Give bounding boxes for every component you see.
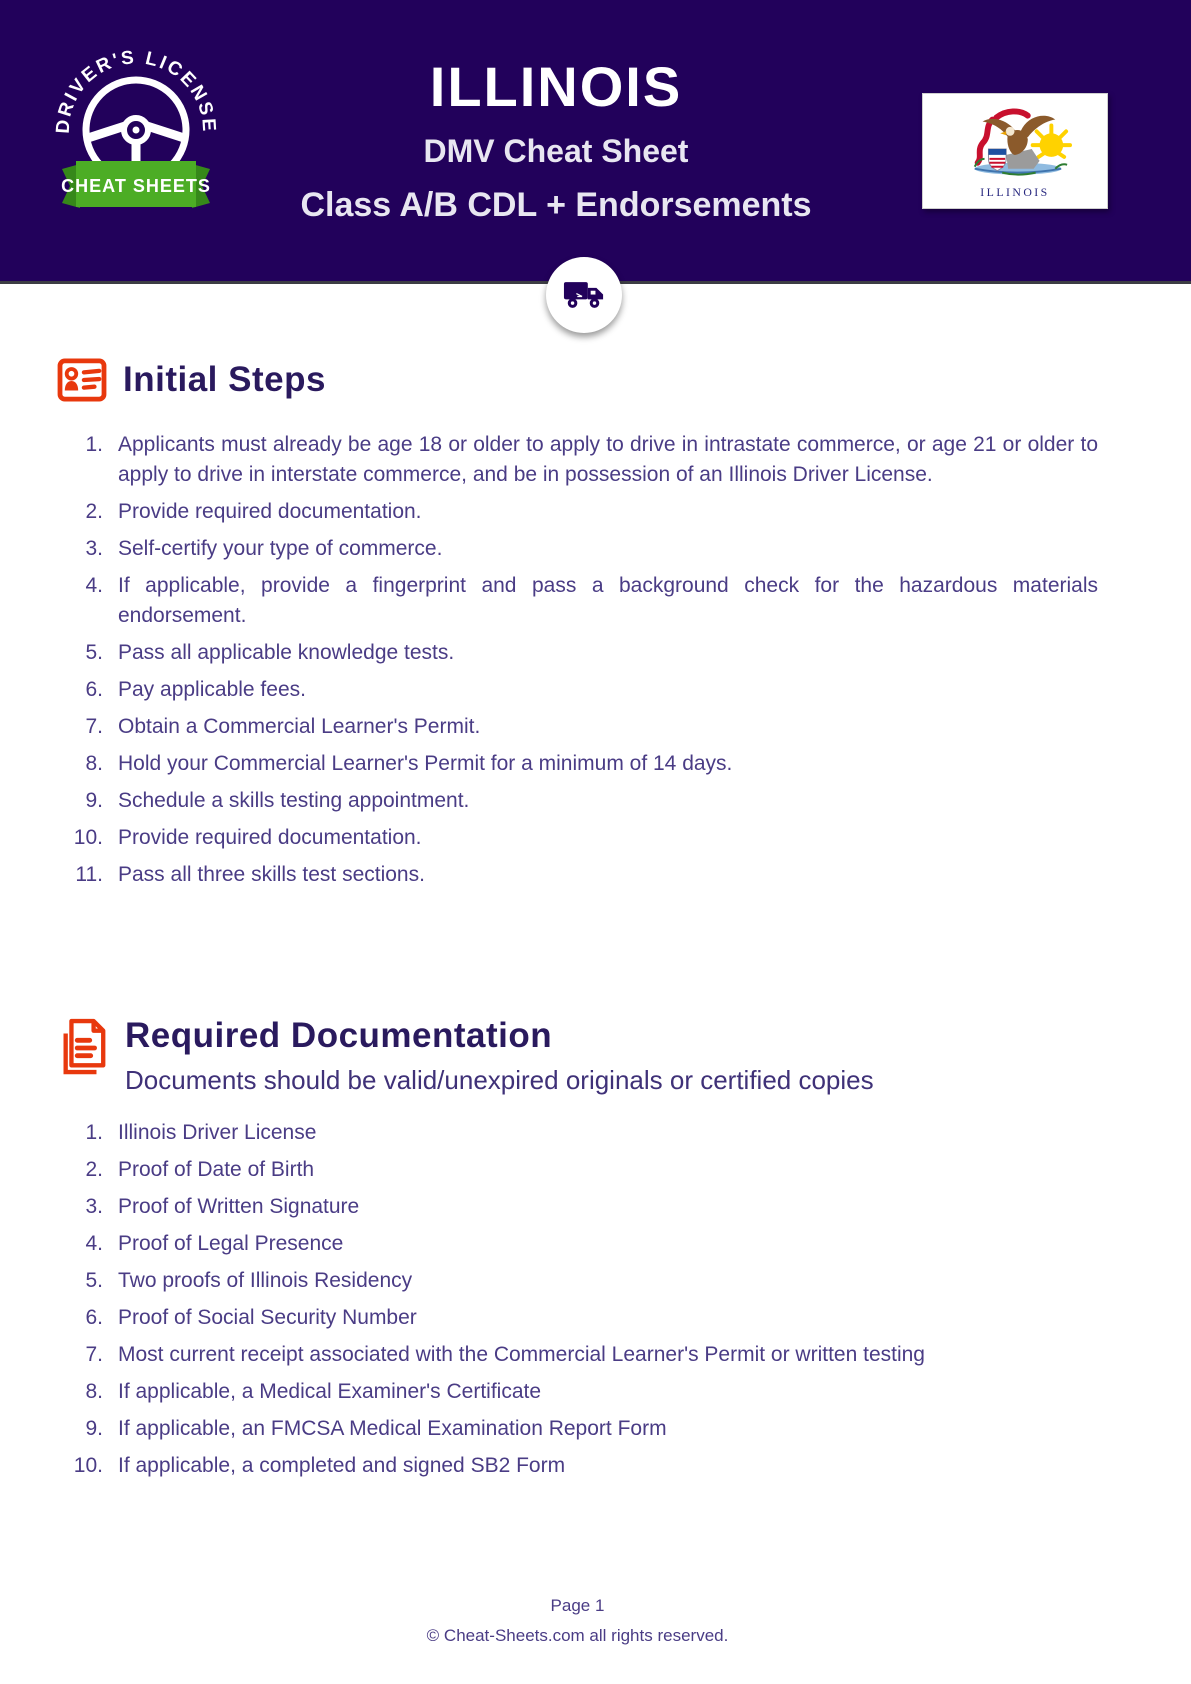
list-item: Proof of Written Signature (118, 1195, 360, 1218)
list-item: Applicants must already be age 18 or older to apply to drive in intrastate commerce, or age 21 or older to apply to drive in interstate commerce, and be in possession of an Illinois Driver License. (118, 433, 1098, 486)
page-footer (57, 1596, 1098, 1646)
initial-steps-list (57, 430, 1098, 890)
required-documentation-list (57, 1118, 1098, 1481)
page-subtitle-class: Class A/B CDL + Endorsements (300, 185, 812, 224)
list-item: Obtain a Commercial Learner's Permit. (118, 715, 481, 738)
list-item: Hold your Commercial Learner's Permit for a minimum of 14 days. (118, 752, 733, 775)
section-initial-steps (57, 358, 1098, 890)
illinois-flag (922, 93, 1108, 209)
list-item: Proof of Date of Birth (118, 1158, 315, 1181)
list-item: Schedule a skills testing appointment. (118, 789, 470, 812)
list-item: Pass all applicable knowledge tests. (118, 641, 455, 664)
list-item: Provide required documentation. (118, 826, 422, 849)
logo-arc-text: DRIVER'S LICENSE (52, 47, 220, 135)
list-item: Provide required documentation. (118, 500, 422, 523)
cheat-sheets-ribbon (61, 161, 211, 208)
steering-wheel-logo-icon (50, 30, 222, 212)
list-item: Two proofs of Illinois Residency (118, 1269, 413, 1292)
list-item: If applicable, provide a fingerprint and pass a background check for the hazardous materials endorsement. (118, 574, 1098, 627)
main-content (0, 358, 1191, 1481)
page-title: ILLINOIS (429, 55, 683, 118)
header-titles (300, 55, 812, 225)
page-header (0, 0, 1191, 284)
list-item: Illinois Driver License (118, 1121, 317, 1144)
list-item: Proof of Legal Presence (118, 1232, 344, 1255)
list-item: Self-certify your type of commerce. (118, 537, 443, 560)
section-required-documentation (57, 1016, 1098, 1481)
page-number: Page 1 (550, 1596, 605, 1615)
list-item: If applicable, a completed and signed SB2 Form (118, 1454, 566, 1477)
truck-badge (546, 257, 622, 333)
list-item: Proof of Social Security Number (118, 1306, 417, 1329)
initial-steps-title: Initial Steps (123, 360, 326, 399)
document-icon (57, 1018, 109, 1078)
list-item: Pay applicable fees. (118, 678, 306, 701)
required-documentation-title: Required Documentation (125, 1016, 553, 1055)
list-item: Pass all three skills test sections. (118, 863, 425, 886)
flag-label: ILLINOIS (980, 185, 1050, 200)
drivers-license-cheat-sheets-logo (50, 30, 222, 212)
required-documentation-subtitle: Documents should be valid/unexpired originals or certified copies (125, 1065, 874, 1095)
page-subtitle: DMV Cheat Sheet (423, 132, 689, 169)
list-item: If applicable, an FMCSA Medical Examination Report Form (118, 1417, 667, 1440)
truck-icon (563, 280, 605, 311)
list-item: If applicable, a Medical Examiner's Certificate (118, 1380, 542, 1403)
svg-text:DRIVER'S LICENSE (53, 47, 220, 134)
list-item: Most current receipt associated with the Commercial Learner's Permit or written testing (118, 1343, 925, 1366)
copyright-text: © Cheat-Sheets.com all rights reserved. (426, 1626, 729, 1645)
logo-ribbon-text: CHEAT SHEETS (61, 176, 211, 196)
id-card-icon (57, 358, 107, 402)
